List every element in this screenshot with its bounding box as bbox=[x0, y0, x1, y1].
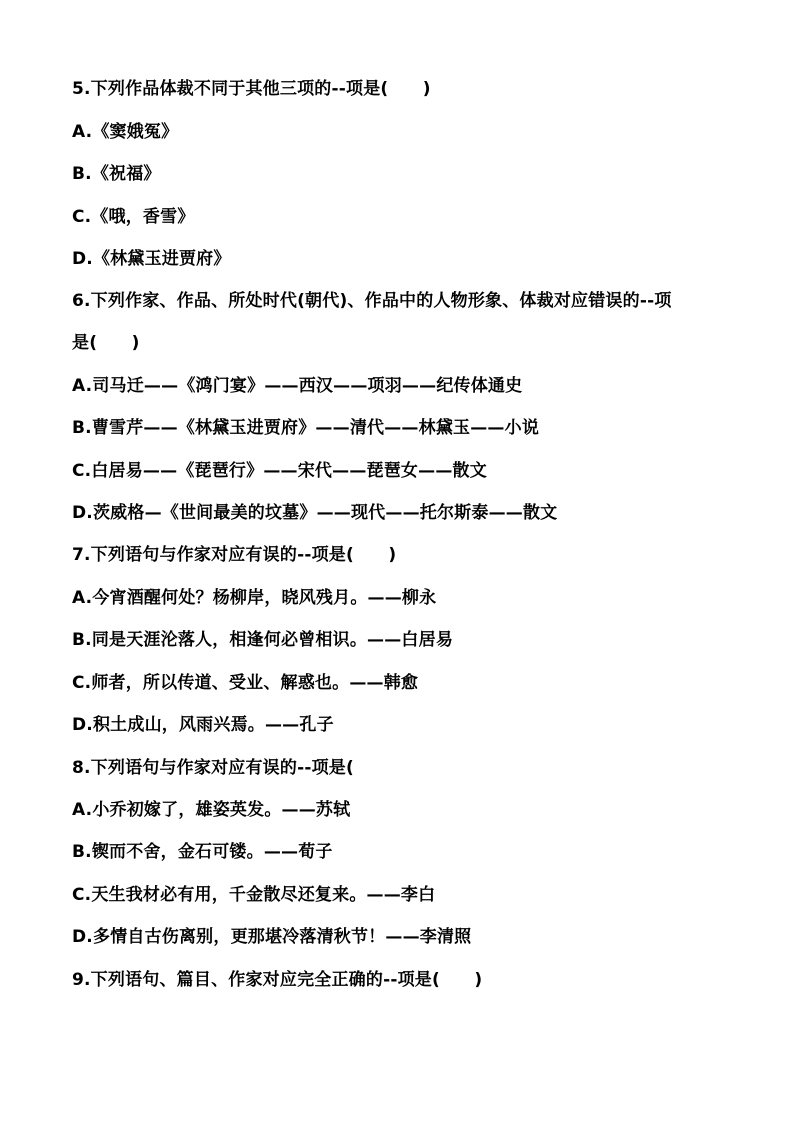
question-5-stem: 5.下列作品体裁不同于其他三项的--项是( ) bbox=[72, 79, 431, 99]
question-6-option-a: A.司马迁——《鸿门宴》——西汉——项羽——纪传体通史 bbox=[72, 376, 523, 396]
question-8-option-d: D.多情自古伤离别，更那堪冷落清秋节！——李清照 bbox=[72, 927, 472, 947]
question-5-option-c: C.《哦，香雪》 bbox=[72, 207, 195, 227]
question-7-stem: 7.下列语句与作家对应有误的--项是( ) bbox=[72, 545, 397, 565]
question-6-option-d: D.茨威格—《世间最美的坟墓》——现代——托尔斯泰——散文 bbox=[72, 503, 558, 523]
question-6-option-b: B.曹雪芹——《林黛玉进贾府》——清代——林黛玉——小说 bbox=[72, 418, 540, 438]
question-5-option-a: A.《窦娥冤》 bbox=[72, 122, 179, 142]
question-8-option-c: C.天生我材必有用，千金散尽还复来。——李白 bbox=[72, 885, 436, 905]
question-7-option-d: D.积土成山，风雨兴焉。——孔子 bbox=[72, 715, 334, 735]
question-8-option-a: A.小乔初嫁了，雄姿英发。——苏轼 bbox=[72, 800, 351, 820]
question-8-option-b: B.锲而不舍，金石可镂。——荀子 bbox=[72, 842, 333, 862]
question-7-option-c: C.师者，所以传道、受业、解惑也。——韩愈 bbox=[72, 673, 419, 693]
question-7-option-a: A.今宵酒醒何处？杨柳岸，晓风残月。——柳永 bbox=[72, 588, 437, 608]
question-5-option-b: B.《祝福》 bbox=[72, 164, 161, 184]
question-7-option-b: B.同是天涯沦落人，相逢何必曾相识。——白居易 bbox=[72, 630, 454, 650]
question-5-option-d: D.《林黛玉进贾府》 bbox=[72, 249, 231, 269]
question-9-stem: 9.下列语句、篇目、作家对应完全正确的--项是( ) bbox=[72, 970, 483, 990]
question-8-stem: 8.下列语句与作家对应有误的--项是( bbox=[72, 758, 354, 778]
question-6-stem: 6.下列作家、作品、所处时代(朝代)、作品中的人物形象、体裁对应错误的--项 bbox=[72, 291, 672, 311]
question-6-option-c: C.白居易——《琵琶行》——宋代——琵琶女——散文 bbox=[72, 461, 487, 481]
question-6-stem-continued: 是( ) bbox=[72, 333, 140, 353]
